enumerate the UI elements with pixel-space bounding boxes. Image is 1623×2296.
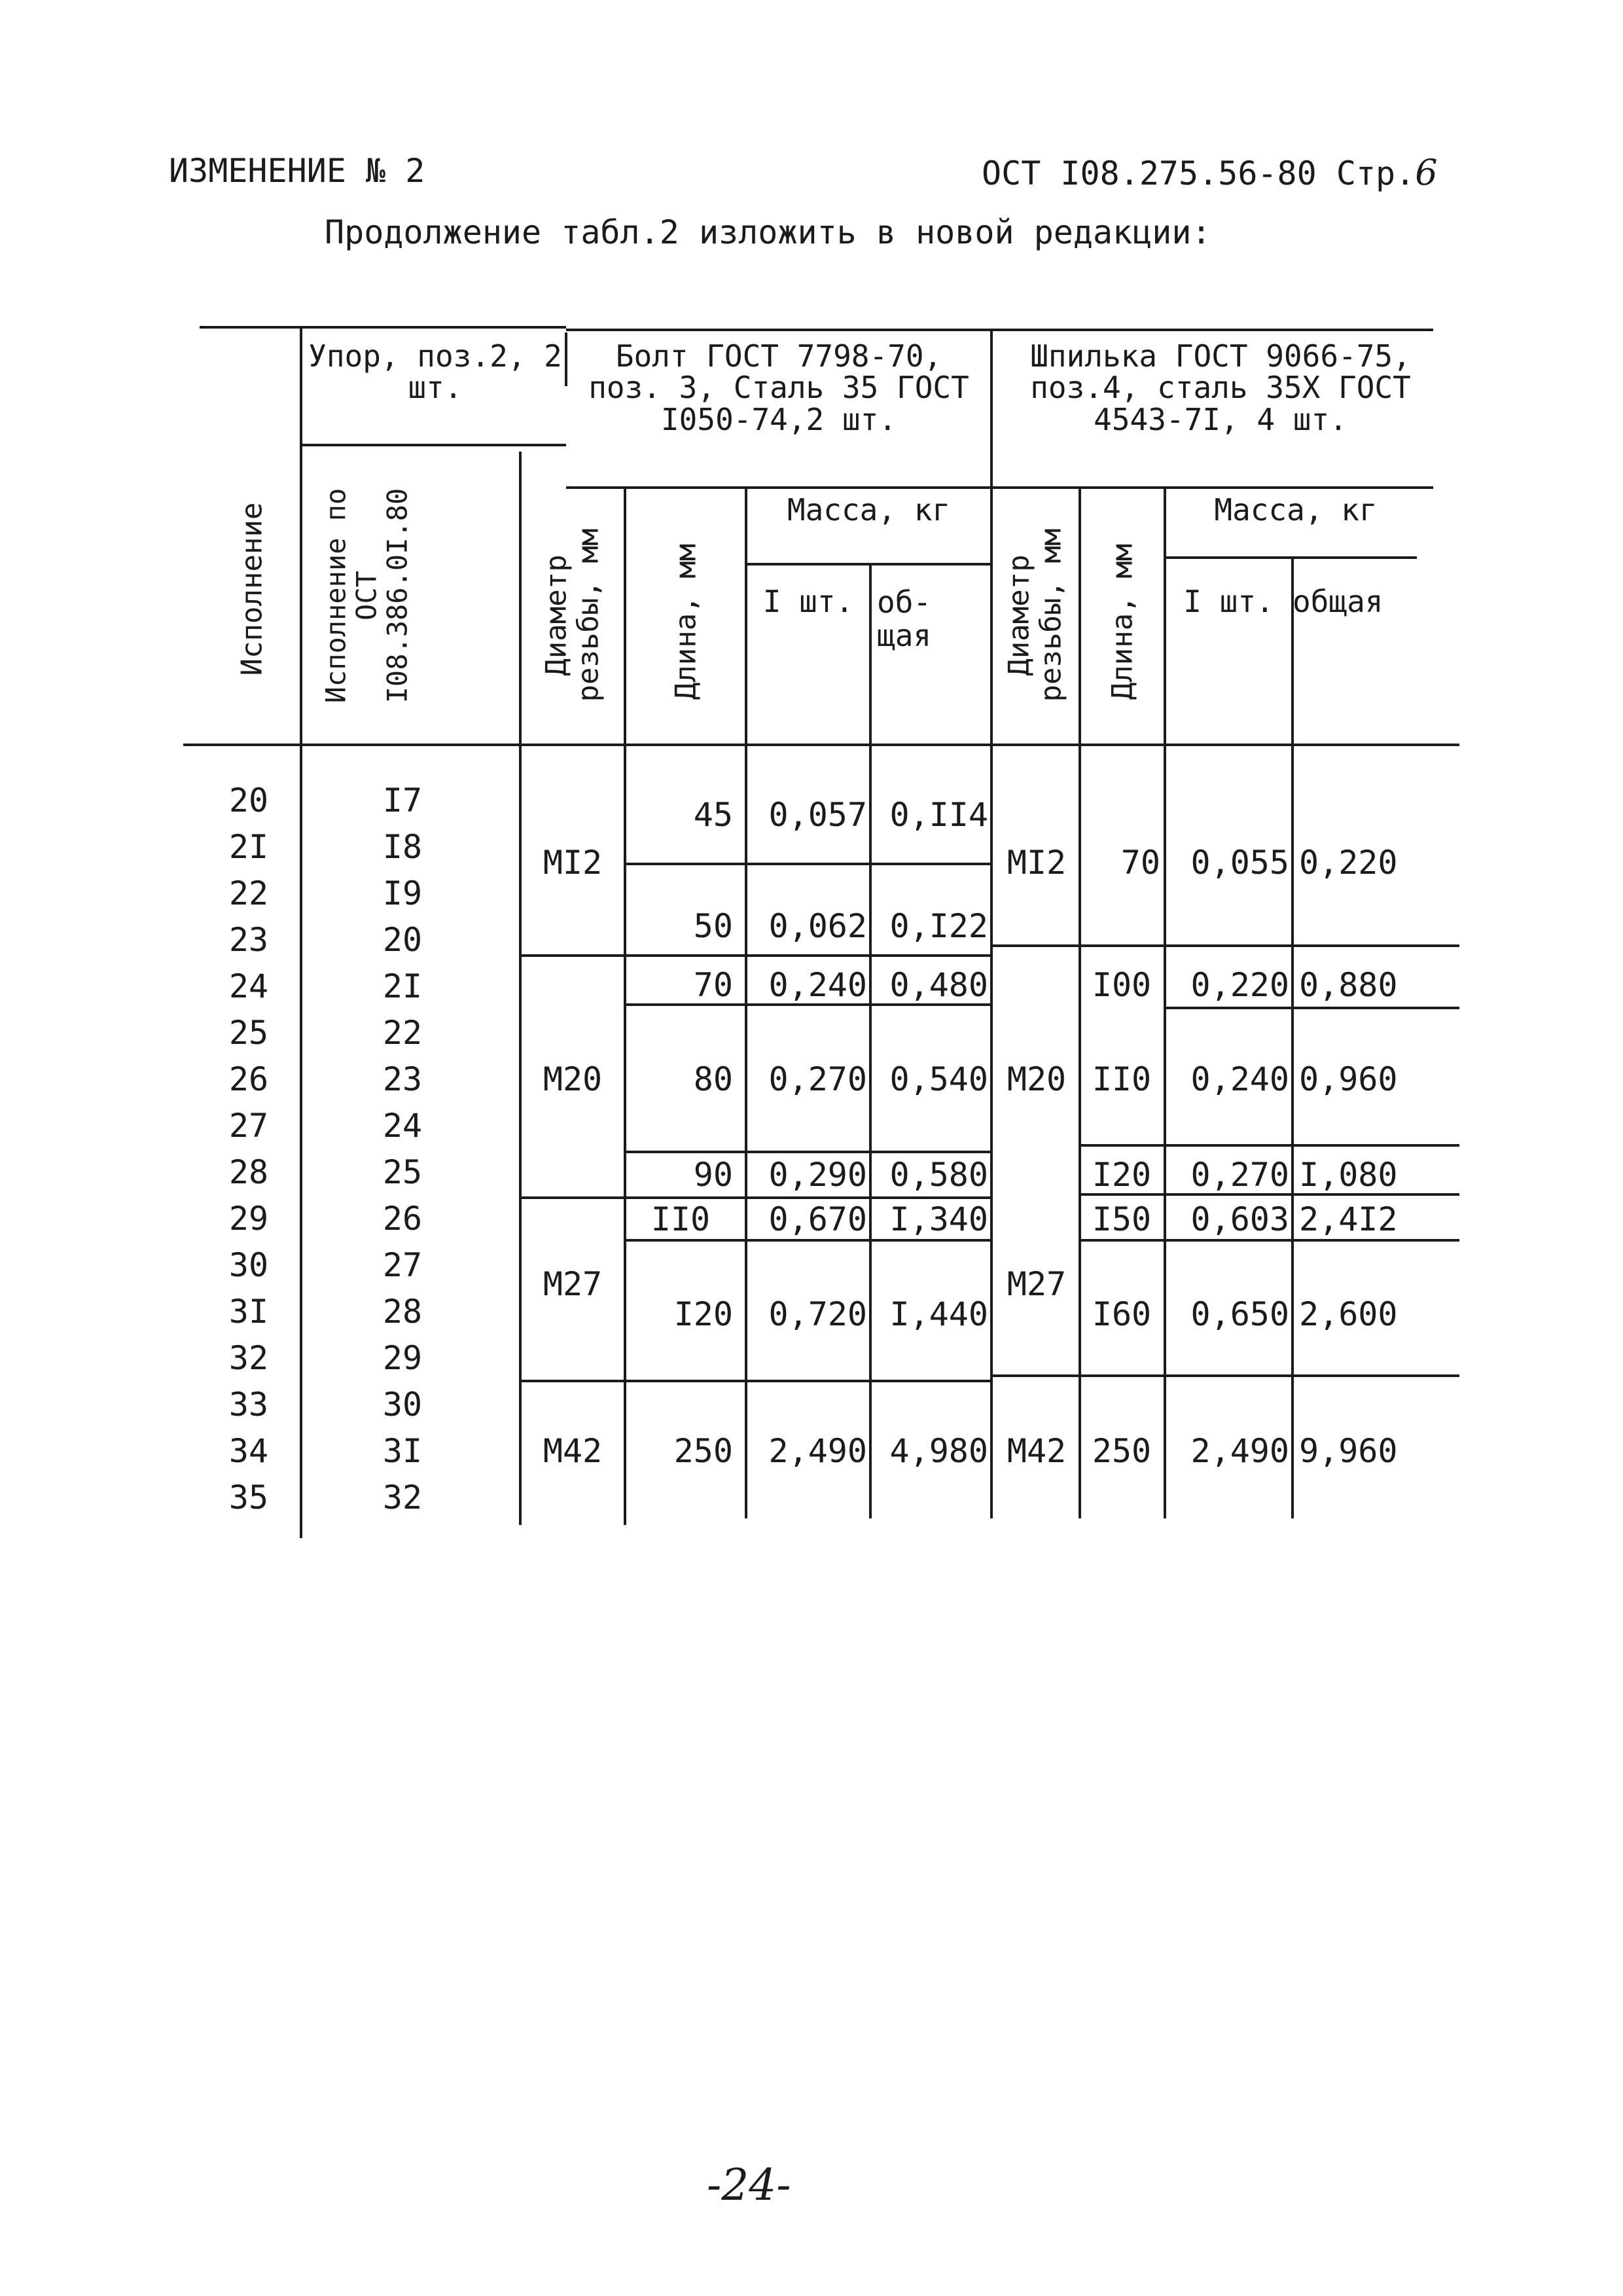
isp-cell: 25 [228,1014,269,1052]
isp-cell: 22 [228,874,269,912]
bolt-mass-one-cell: 0,240 [768,966,867,1004]
bolt-mass-one-cell: 0,290 [768,1156,867,1194]
col-header-bolt-one: I шт. [762,584,854,619]
isp-po-cell: 29 [382,1339,423,1377]
isp-cell: 35 [228,1479,269,1516]
isp-po-cell: 25 [382,1153,423,1191]
shp-len-cell: I50 [1092,1200,1152,1238]
standard-code: ОСТ I08.275.56-80 Стр. [982,154,1416,192]
shp-mass-one-cell: 2,490 [1190,1432,1289,1470]
shp-mass-total-cell: 0,880 [1299,966,1398,1004]
bolt-mass-one-cell: 0,270 [768,1060,867,1098]
bolt-len-cell: 80 [693,1060,733,1098]
shp-mass-total-cell: 0,960 [1299,1060,1398,1098]
shp-mass-total-cell: 2,600 [1299,1295,1398,1333]
shp-diam-cell: M42 [1007,1432,1067,1470]
shp-len-cell: 250 [1092,1432,1152,1470]
bolt-mass-total-cell: 0,540 [889,1060,988,1098]
isp-cell: 28 [228,1153,269,1191]
isp-po-cell: I7 [382,781,423,819]
col-header-shp-len: Длина, мм [1105,543,1139,700]
shp-diam-cell: M20 [1007,1060,1067,1098]
isp-cell: 24 [228,967,269,1005]
bolt-mass-one-cell: 0,062 [768,907,867,945]
bolt-mass-one-cell: 0,670 [768,1200,867,1238]
isp-cell: 34 [228,1432,269,1470]
col-header-shp-diam: Диаметр резьбы, мм [1002,528,1068,702]
isp-po-cell: 32 [382,1479,423,1516]
bolt-len-cell: 250 [673,1432,733,1470]
shp-len-cell: I60 [1092,1295,1152,1333]
bolt-mass-total-cell: 0,480 [889,966,988,1004]
col-header-shp-massa: Масса, кг [1214,492,1378,528]
isp-po-cell: 23 [382,1060,423,1098]
group-header-shpilka: Шпилька ГОСТ 9066-75, поз.4, сталь 35Х ГОСТ 4543-7I, 4 шт. [1030,338,1411,437]
isp-cell: 33 [228,1386,269,1424]
isp-po-cell: 20 [382,921,423,959]
col-header-bolt-massa: Масса, кг [787,492,951,528]
bolt-mass-total-cell: 0,580 [889,1156,988,1194]
isp-po-cell: 22 [382,1014,423,1052]
col-header-shp-total: общая [1293,584,1383,619]
bolt-len-cell: 70 [693,966,733,1004]
shp-diam-cell: M27 [1007,1265,1067,1303]
isp-cell: 2I [228,828,269,866]
col-header-ispolnenie: Исполнение [235,502,269,676]
isp-po-cell: 27 [382,1246,423,1284]
isp-cell: 3I [228,1293,269,1331]
shp-len-cell: II0 [1092,1060,1152,1098]
isp-cell: 29 [228,1200,269,1238]
col-header-ispolnenie-po: Исполнение по ОСТ I08.386.0I.80 [319,488,414,704]
shp-len-cell: I20 [1092,1156,1152,1194]
isp-po-cell: 30 [382,1386,423,1424]
bolt-diam-cell: MI2 [543,844,603,882]
col-header-bolt-len: Длина, мм [669,543,703,700]
shp-mass-total-cell: 0,220 [1299,844,1398,882]
shp-mass-one-cell: 0,220 [1190,966,1289,1004]
bolt-diam-cell: M42 [543,1432,603,1470]
shp-len-cell: I00 [1092,966,1152,1004]
bolt-mass-one-cell: 0,057 [768,796,867,834]
bolt-len-cell: I20 [673,1295,733,1333]
bolt-len-cell: 50 [693,907,733,945]
isp-po-cell: 28 [382,1293,423,1331]
table-caption: Продолжение табл.2 изложить в новой редакции: [325,213,1211,251]
bolt-len-cell: 90 [693,1156,733,1194]
shp-mass-one-cell: 0,055 [1190,844,1289,882]
isp-cell: 30 [228,1246,269,1284]
bolt-len-cell: II0 [651,1200,711,1238]
col-header-bolt-diam: Диаметр резьбы, мм [539,528,605,702]
page-footer-number: -24- [707,2160,791,2210]
bolt-diam-cell: M20 [543,1060,603,1098]
isp-po-cell: 24 [382,1107,423,1145]
shp-mass-one-cell: 0,603 [1190,1200,1289,1238]
bolt-diam-cell: M27 [543,1265,603,1303]
bolt-mass-total-cell: 0,I22 [889,907,988,945]
shp-len-cell: 70 [1120,844,1160,882]
isp-cell: 26 [228,1060,269,1098]
shp-mass-total-cell: 9,960 [1299,1432,1398,1470]
isp-cell: 23 [228,921,269,959]
bolt-mass-one-cell: 2,490 [768,1432,867,1470]
shp-mass-total-cell: 2,4I2 [1299,1200,1398,1238]
handwritten-page-number: 6 [1415,152,1438,193]
col-header-bolt-total: об-щая [877,584,932,653]
shp-mass-total-cell: I,080 [1299,1156,1398,1194]
group-header-upor: Упор, поз.2, 2 шт. [308,338,562,406]
col-header-shp-one: I шт. [1183,584,1274,619]
bolt-mass-total-cell: 4,980 [889,1432,988,1470]
bolt-mass-total-cell: 0,II4 [889,796,988,834]
isp-po-cell: 26 [382,1200,423,1238]
shp-mass-one-cell: 0,650 [1190,1295,1289,1333]
document-header-left: ИЗМЕНЕНИЕ № 2 [169,152,425,190]
shp-mass-one-cell: 0,240 [1190,1060,1289,1098]
bolt-mass-total-cell: I,340 [889,1200,988,1238]
shp-diam-cell: MI2 [1007,844,1067,882]
bolt-mass-total-cell: I,440 [889,1295,988,1333]
group-header-bolt: Болт ГОСТ 7798-70, поз. 3, Сталь 35 ГОСТ I050-74,2 шт. [588,338,969,437]
isp-po-cell: 2I [382,967,423,1005]
isp-cell: 27 [228,1107,269,1145]
bolt-mass-one-cell: 0,720 [768,1295,867,1333]
isp-cell: 20 [228,781,269,819]
shp-mass-one-cell: 0,270 [1190,1156,1289,1194]
bolt-len-cell: 45 [693,796,733,834]
isp-po-cell: 3I [382,1432,423,1470]
isp-cell: 32 [228,1339,269,1377]
isp-po-cell: I9 [382,874,423,912]
isp-po-cell: I8 [382,828,423,866]
